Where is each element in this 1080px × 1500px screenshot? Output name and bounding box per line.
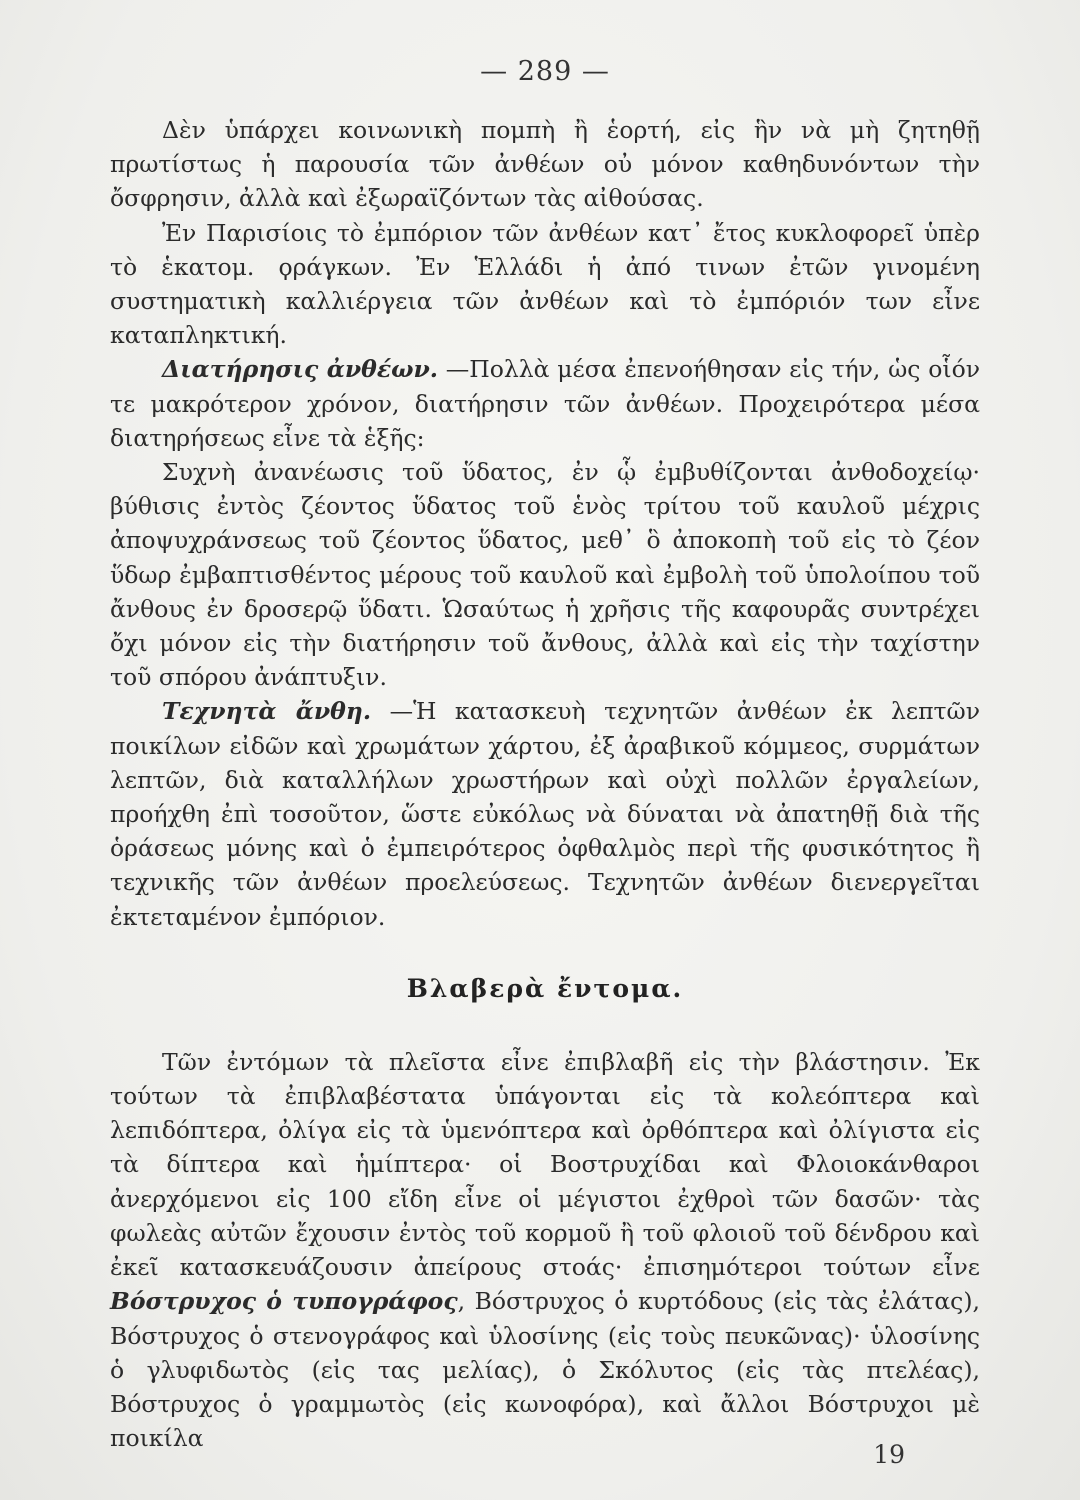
subheading-artificial-flowers: Τεχνητὰ ἄνθη. (162, 697, 372, 726)
paragraph-preservation (110, 352, 980, 455)
insects-emphasis: Βόστρυχος ὁ τυπογράφος (110, 1287, 458, 1316)
paragraph-preservation-methods: Συχνὴ ἀνανέωσις τοῦ ὕδατος, ἐν ᾧ ἐμβυθίζονται ἀνθοδοχείῳ· βύθισις ἐντὸς ζέοντος ὕδατος τοῦ ἑνὸς τρίτου τοῦ καυλοῦ μέχρις ἀποψυχράνσεως τοῦ ζέοντος ὕδατος, μεθ᾽ ὃ ἀποκοπὴ τοῦ εἰς τὸ ζέον ὕδωρ ἐμβαπτισθέντος μέρους τοῦ καυλοῦ καὶ ἐμβολὴ τοῦ ὑπολοίπου τοῦ ἄνθους ἐν δροσερῷ ὕδατι. Ὡσαύτως ἡ χρῆσις τῆς καφουρᾶς συντρέχει ὄχι μόνον εἰς τὴν διατήρησιν τοῦ ἄνθους, ἀλλὰ καὶ εἰς τὴν ταχίστην τοῦ σπόρου ἀνάπτυξιν. (110, 458, 980, 692)
paragraph-flower-trade: Ἐν Παρισίοις τὸ ἐμπόριον τῶν ἀνθέων κατ᾽ ἔτος κυκλοφορεῖ ὑπὲρ τὸ ἑκατομ. ϙράγκων. Ἐν Ἑλλάδι ἡ ἀπό τινων ἐτῶν γινομένη συστηματικὴ καλλιέργεια τῶν ἀνθέων καὶ τὸ ἐμπόριόν των εἶνε καταπληκτική. (110, 218, 980, 350)
paragraph-preservation-body: —Πολλὰ μέσα ἐπενοήθησαν εἰς τήν, ὡς οἷόν τε μακρότερον χρόνον, διατήρησιν τῶν ἀνθέων. Προχειρότερα μέσα διατηρήσεως εἶνε τὰ ἑξῆς: (110, 355, 981, 452)
insects-text-a: Τῶν ἐντόμων τὰ πλεῖστα εἶνε ἐπιβλαβῆ εἰς τὴν βλάστησιν. Ἐκ τούτων τὰ ἐπιβλαβέστατα ὑπάγονται εἰς τὰ κολεόπτερα καὶ λεπιδόπτερα, ὀλίγα εἰς τὰ ὑμενόπτερα καὶ ὀρθόπτερα καὶ ὀλίγιστα εἰς τὰ δίπτερα καὶ ἡμίπτερα· οἱ Βοστρυχίδαι καὶ Φλοιοκάνθαροι ἀνερχόμενοι εἰς 100 εἴδη εἶνε οἱ μέγιστοι ἐχθροὶ τῶν δασῶν· τὰς φωλεὰς αὐτῶν ἔχουσιν ἐντὸς τοῦ κορμοῦ ἢ τοῦ φλοιοῦ τοῦ δένδρου καὶ ἐκεῖ κατασκευάζουσιν ἀπείρους στοάς· ἐπισημότεροι τούτων εἶνε (110, 1047, 980, 1282)
printer-signature-mark: 19 (873, 1440, 905, 1469)
paragraph-harmful-insects (110, 1045, 980, 1455)
page-number: — 289 — (480, 56, 610, 87)
insects-text-b: , Βόστρυχος ὁ κυρτόδους (εἰς τὰς ἐλάτας), Βόστρυχος ὁ στενογράφος καὶ ὑλοσίνης (εἰς τοὺς πευκῶνας)· ὑλοσίνης ὁ γλυφιδωτὸς (εἰς τας μελίας), ὁ Σκόλυτος (εἰς τὰς πτελέας), Βόστρυχος ὁ γραμμωτὸς (εἰς κωνοφόρα), καὶ ἄλλοι Βόστρυχοι μὲ ποικίλα (110, 1287, 980, 1453)
section-heading-harmful-insects: Βλαβερὰ ἔντομα. (406, 973, 684, 1003)
subheading-preservation: Διατήρησις ἀνθέων. (162, 355, 438, 384)
paragraph-artificial-flowers-body: —Ἡ κατασκευὴ τεχνητῶν ἀνθέων ἐκ λεπτῶν ποικίλων εἰδῶν καὶ χρωμάτων χάρτου, ἐξ ἀραβικοῦ κόμμεος, συρμάτων λεπτῶν, διὰ καταλλήλων χρωστήρων καὶ οὐχὶ πολλῶν ἐργαλείων, προήχθη ἐπὶ τοσοῦτον, ὥστε εὐκόλως νὰ δύναται νὰ ἀπατηθῇ διὰ τῆς ὁράσεως μόνης καὶ ὁ ἐμπειρότερος ὀφθαλμὸς περὶ τῆς φυσικότητος ἢ τεχνικῆς τῶν ἀνθέων προελεύσεως. Τεχνητῶν ἀνθέων διενεργεῖται ἐκτεταμένον ἐμπόριον. (110, 697, 980, 931)
paragraph-flowers-events: Δὲν ὑπάρχει κοινωνικὴ πομπὴ ἢ ἑορτή, εἰς ἣν νὰ μὴ ζητηθῇ πρωτίστως ἡ παρουσία τῶν ἀνθέων οὐ μόνον καθηδυνόντων τὴν ὄσφρησιν, ἀλλὰ καὶ ἐξωραϊζόντων τὰς αἰθούσας. (110, 116, 980, 213)
paragraph-artificial-flowers (110, 694, 980, 933)
